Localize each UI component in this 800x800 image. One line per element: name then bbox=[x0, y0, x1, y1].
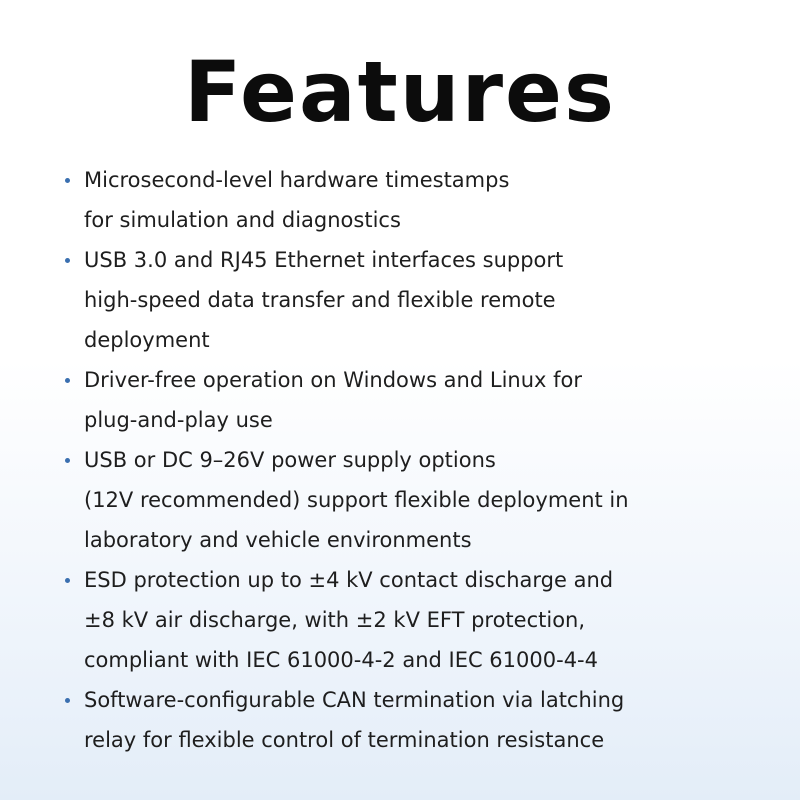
bullet-icon bbox=[65, 578, 70, 583]
bullet-icon bbox=[65, 178, 70, 183]
feature-line: relay for flexible control of termination resistance bbox=[84, 728, 605, 752]
feature-line: plug-and-play use bbox=[84, 408, 273, 432]
feature-line: ESD protection up to ±4 kV contact discharge and bbox=[84, 568, 614, 592]
list-item bbox=[64, 240, 754, 360]
list-item bbox=[64, 680, 754, 760]
feature-line: USB or DC 9–26V power supply options bbox=[84, 448, 496, 472]
feature-line: Software-configurable CAN termination via latching bbox=[84, 688, 625, 712]
bullet-icon bbox=[65, 378, 70, 383]
bullet-icon bbox=[65, 458, 70, 463]
feature-line: (12V recommended) support flexible deployment in bbox=[84, 488, 629, 512]
list-item bbox=[64, 160, 754, 240]
bullet-icon bbox=[65, 258, 70, 263]
feature-line: Driver-free operation on Windows and Linux for bbox=[84, 368, 583, 392]
feature-line: USB 3.0 and RJ45 Ethernet interfaces support bbox=[84, 248, 564, 272]
feature-line: ±8 kV air discharge, with ±2 kV EFT protection, bbox=[84, 608, 586, 632]
feature-list bbox=[64, 160, 754, 760]
feature-line: compliant with IEC 61000-4-2 and IEC 61000-4-4 bbox=[84, 648, 598, 672]
feature-line: Microsecond-level hardware timestamps bbox=[84, 168, 510, 192]
list-item bbox=[64, 360, 754, 440]
feature-line: high-speed data transfer and flexible remote bbox=[84, 288, 556, 312]
bullet-icon bbox=[65, 698, 70, 703]
feature-line: for simulation and diagnostics bbox=[84, 208, 401, 232]
list-item bbox=[64, 440, 754, 560]
page-title: Features bbox=[184, 43, 616, 141]
feature-line: deployment bbox=[84, 328, 210, 352]
list-item bbox=[64, 560, 754, 680]
feature-line: laboratory and vehicle environments bbox=[84, 528, 472, 552]
